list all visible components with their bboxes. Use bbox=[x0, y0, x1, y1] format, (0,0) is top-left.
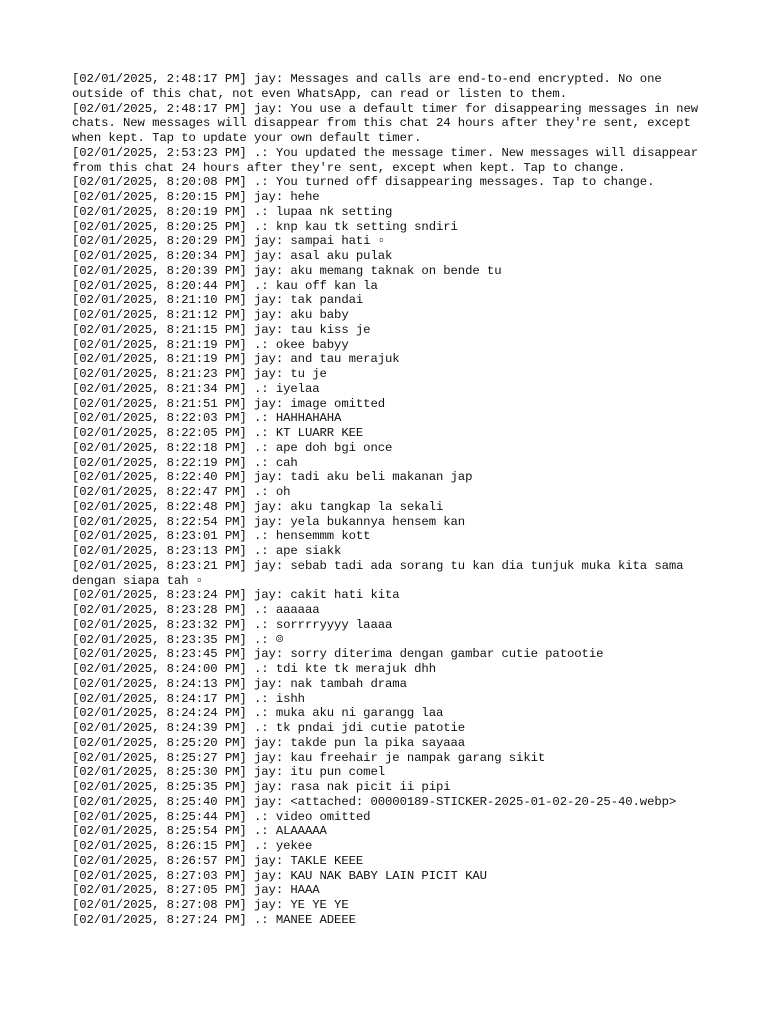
transcript-line: [02/01/2025, 8:27:03 PM] jay: KAU NAK BABY LAIN PICIT KAU bbox=[72, 868, 487, 883]
transcript-line: [02/01/2025, 8:22:03 PM] .: HAHHAHAHA bbox=[72, 411, 342, 426]
transcript-line: [02/01/2025, 8:23:13 PM] .: ape siakk bbox=[72, 544, 342, 558]
transcript-line: [02/01/2025, 2:48:17 PM] jay: Messages and calls are end-to-end encrypted. No one outside of this chat, not even WhatsApp, can read or listen to them. bbox=[72, 72, 669, 101]
transcript-line: [02/01/2025, 8:20:39 PM] jay: aku memang taknak on bende tu bbox=[72, 263, 502, 278]
transcript-line: [02/01/2025, 8:20:34 PM] jay: asal aku pulak bbox=[72, 249, 393, 263]
transcript-line: [02/01/2025, 8:24:13 PM] jay: nak tambah drama bbox=[72, 676, 407, 691]
transcript-line: [02/01/2025, 8:27:24 PM] .: MANEE ADEEE bbox=[72, 912, 356, 927]
transcript-line: [02/01/2025, 8:24:17 PM] .: ishh bbox=[72, 691, 305, 706]
transcript-line: [02/01/2025, 8:26:57 PM] jay: TAKLE KEEE bbox=[72, 853, 364, 868]
transcript-line: [02/01/2025, 8:27:08 PM] jay: YE YE YE bbox=[72, 898, 349, 912]
transcript-line: [02/01/2025, 8:21:51 PM] jay: image omitted bbox=[72, 396, 386, 411]
transcript-line: [02/01/2025, 8:25:54 PM] .: ALAAAAA bbox=[72, 824, 327, 839]
transcript-line: [02/01/2025, 8:23:21 PM] jay: sebab tadi ada sorang tu kan dia tunjuk muka kita sama dengan siapa tah ▫ bbox=[72, 558, 691, 588]
transcript-line: [02/01/2025, 8:26:15 PM] .: yekee bbox=[72, 839, 313, 853]
transcript-line: [02/01/2025, 8:22:18 PM] .: ape doh bgi once bbox=[72, 440, 393, 455]
transcript-line: [02/01/2025, 8:21:34 PM] .: iyelaa bbox=[72, 381, 320, 396]
transcript-line: [02/01/2025, 2:48:17 PM] jay: You use a default timer for disappearing messages in new chats. New messages will disappear from this chat 24 hours after they're sent, except when kept. Tap to update your own default timer. bbox=[72, 101, 706, 145]
transcript-line: [02/01/2025, 8:24:00 PM] .: tdi kte tk merajuk dhh bbox=[72, 662, 436, 676]
transcript-line: [02/01/2025, 8:23:24 PM] jay: cakit hati kita bbox=[72, 588, 400, 603]
transcript-line: [02/01/2025, 8:22:05 PM] .: KT LUARR KEE bbox=[72, 426, 364, 440]
transcript-line: [02/01/2025, 8:23:35 PM] .: ☹ bbox=[72, 632, 284, 647]
transcript-line: [02/01/2025, 2:53:23 PM] .: You updated the message timer. New messages will disappear from this chat 24 hours after they're sent, except when kept. Tap to change. bbox=[72, 145, 706, 175]
transcript-line: [02/01/2025, 8:20:44 PM] .: kau off kan la bbox=[72, 278, 378, 293]
transcript-line: [02/01/2025, 8:20:15 PM] jay: hehe bbox=[72, 190, 320, 204]
transcript-line: [02/01/2025, 8:22:54 PM] jay: yela bukannya hensem kan bbox=[72, 514, 466, 529]
transcript-line: [02/01/2025, 8:23:45 PM] jay: sorry diterima dengan gambar cutie patootie bbox=[72, 647, 604, 662]
transcript-line: [02/01/2025, 8:25:20 PM] jay: takde pun la pika sayaaa bbox=[72, 735, 466, 750]
transcript-line: [02/01/2025, 8:24:39 PM] .: tk pndai jdi cutie patotie bbox=[72, 721, 466, 735]
transcript-line: [02/01/2025, 8:25:30 PM] jay: itu pun comel bbox=[72, 765, 386, 780]
transcript-line: [02/01/2025, 8:25:27 PM] jay: kau freehair je nampak garang sikit bbox=[72, 750, 546, 765]
transcript-line: [02/01/2025, 8:25:44 PM] .: video omitted bbox=[72, 809, 371, 824]
transcript-line: [02/01/2025, 8:22:40 PM] jay: tadi aku beli makanan jap bbox=[72, 470, 473, 485]
transcript-line: [02/01/2025, 8:21:10 PM] jay: tak pandai bbox=[72, 293, 364, 308]
transcript-line: [02/01/2025, 8:22:48 PM] jay: aku tangkap la sekali bbox=[72, 499, 444, 514]
transcript-line: [02/01/2025, 8:22:47 PM] .: oh bbox=[72, 485, 291, 499]
transcript-line: [02/01/2025, 8:24:24 PM] .: muka aku ni garangg laa bbox=[72, 706, 444, 721]
transcript-line: [02/01/2025, 8:21:19 PM] jay: and tau merajuk bbox=[72, 352, 400, 367]
transcript-line: [02/01/2025, 8:21:12 PM] jay: aku baby bbox=[72, 308, 349, 322]
transcript-line: [02/01/2025, 8:22:19 PM] .: cah bbox=[72, 455, 298, 470]
transcript-line: [02/01/2025, 8:23:28 PM] .: aaaaaa bbox=[72, 603, 320, 617]
transcript-line: [02/01/2025, 8:25:35 PM] jay: rasa nak picit ii pipi bbox=[72, 780, 451, 794]
chat-transcript bbox=[72, 72, 706, 928]
transcript-line: [02/01/2025, 8:20:25 PM] .: knp kau tk setting sndiri bbox=[72, 219, 458, 234]
transcript-line: [02/01/2025, 8:23:32 PM] .: sorrrryyyy laaaa bbox=[72, 617, 393, 632]
transcript-line: [02/01/2025, 8:20:19 PM] .: lupaa nk setting bbox=[72, 204, 393, 219]
transcript-line: [02/01/2025, 8:20:08 PM] .: You turned off disappearing messages. Tap to change. bbox=[72, 175, 655, 190]
transcript-line: [02/01/2025, 8:21:19 PM] .: okee babyy bbox=[72, 337, 349, 352]
transcript-line: [02/01/2025, 8:21:15 PM] jay: tau kiss je bbox=[72, 322, 371, 337]
transcript-line: [02/01/2025, 8:23:01 PM] .: hensemmm kott bbox=[72, 529, 371, 544]
transcript-line: [02/01/2025, 8:21:23 PM] jay: tu je bbox=[72, 367, 327, 381]
transcript-line: [02/01/2025, 8:27:05 PM] jay: HAAA bbox=[72, 883, 320, 898]
transcript-line: [02/01/2025, 8:20:29 PM] jay: sampai hati ▫ bbox=[72, 234, 386, 249]
transcript-line: [02/01/2025, 8:25:40 PM] jay: <attached: 00000189-STICKER-2025-01-02-20-25-40.webp> bbox=[72, 794, 677, 809]
